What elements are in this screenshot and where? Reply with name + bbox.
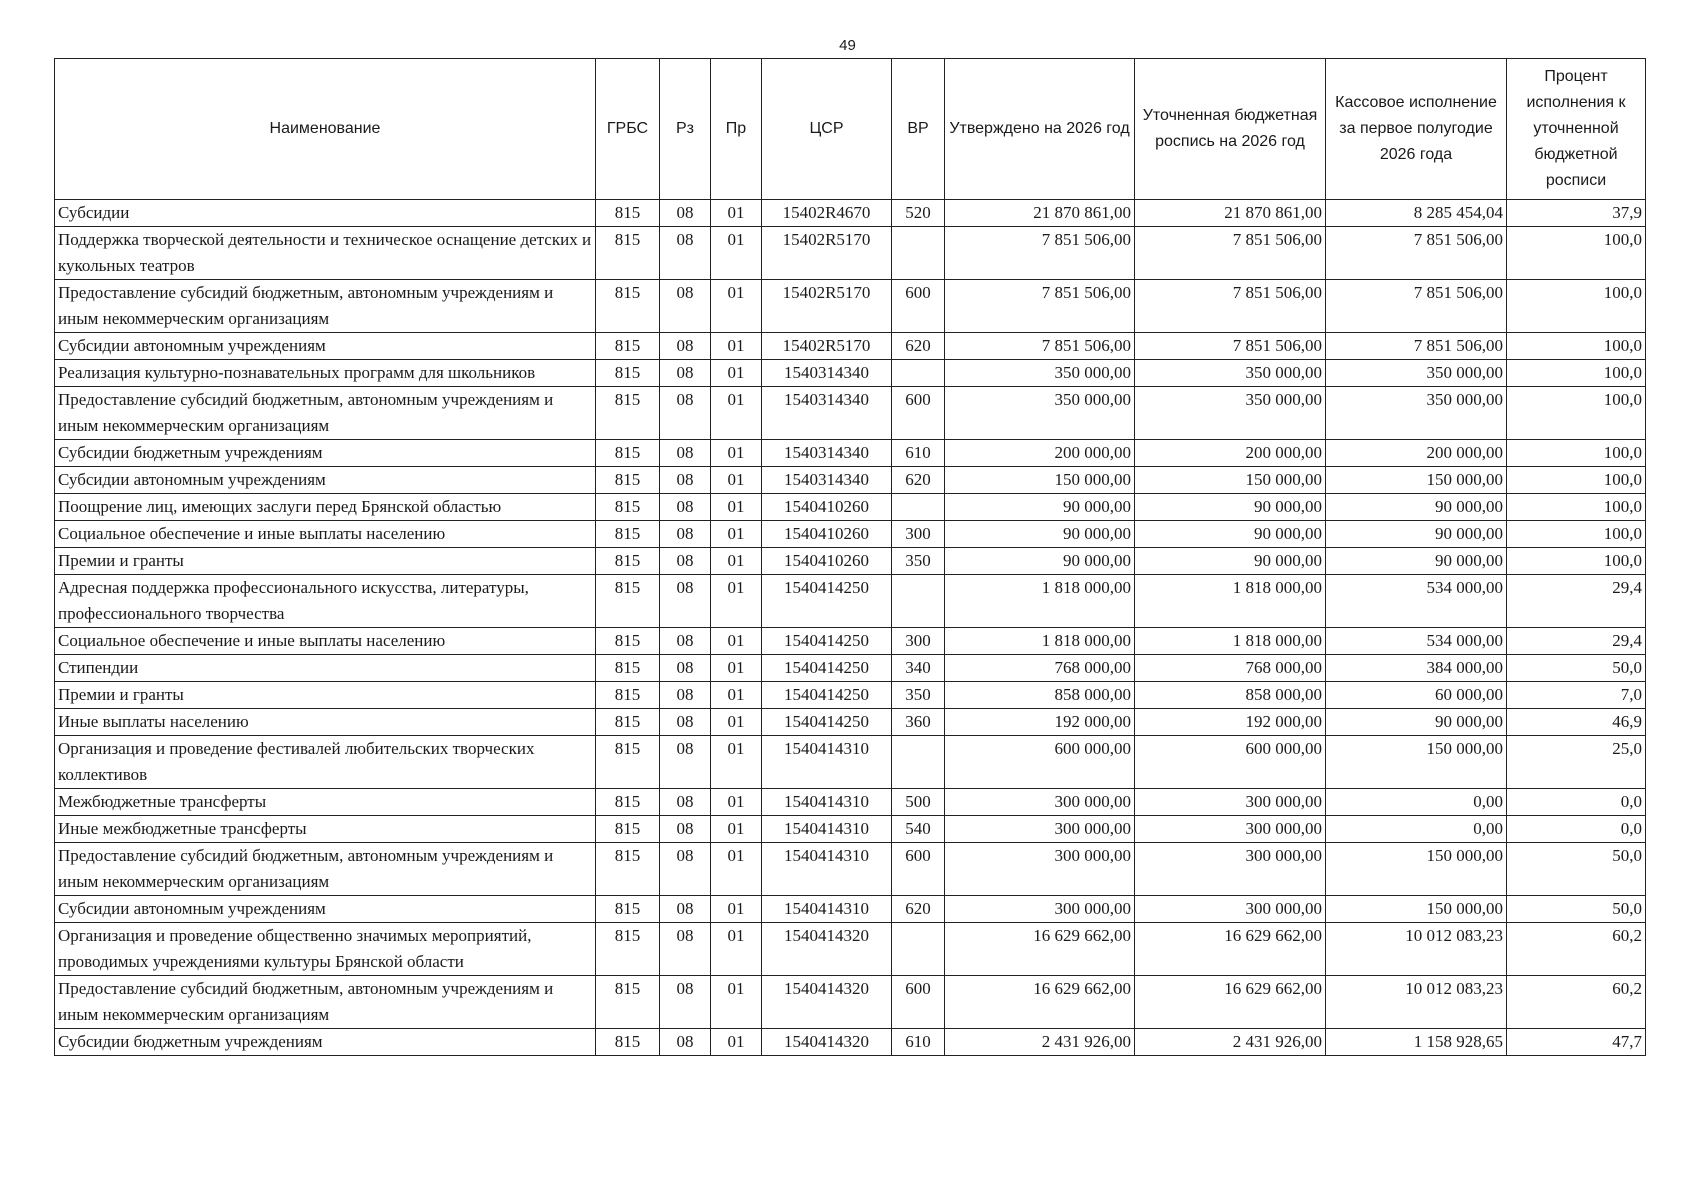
cell-cash: 7 851 506,00 [1326, 333, 1507, 360]
table-row [55, 843, 1646, 896]
header-refined: Уточненная бюджетная роспись на 2026 год [1135, 59, 1326, 200]
table-row [55, 709, 1646, 736]
cell-percent: 50,0 [1507, 843, 1646, 896]
cell-percent: 100,0 [1507, 467, 1646, 494]
table-body [55, 200, 1646, 1056]
cell-percent: 60,2 [1507, 923, 1646, 976]
cell-pr: 01 [711, 440, 762, 467]
cell-refined: 300 000,00 [1135, 789, 1326, 816]
cell-vr: 620 [892, 896, 945, 923]
cell-rz: 08 [660, 440, 711, 467]
header-csr: ЦСР [762, 59, 892, 200]
cell-rz: 08 [660, 789, 711, 816]
cell-name: Адресная поддержка профессионального искусства, литературы, профессионального творчества [55, 575, 596, 628]
cell-rz: 08 [660, 200, 711, 227]
cell-name: Социальное обеспечение и иные выплаты населению [55, 628, 596, 655]
cell-name: Организация и проведение фестивалей любительских творческих коллективов [55, 736, 596, 789]
table-row [55, 1029, 1646, 1056]
cell-refined: 858 000,00 [1135, 682, 1326, 709]
cell-refined: 350 000,00 [1135, 387, 1326, 440]
cell-refined: 350 000,00 [1135, 360, 1326, 387]
cell-rz: 08 [660, 387, 711, 440]
cell-name: Предоставление субсидий бюджетным, автономным учреждениям и иным некоммерческим организациям [55, 387, 596, 440]
cell-name: Премии и гранты [55, 548, 596, 575]
cell-vr [892, 360, 945, 387]
cell-refined: 90 000,00 [1135, 548, 1326, 575]
cell-approved: 300 000,00 [945, 896, 1135, 923]
cell-csr: 1540414310 [762, 736, 892, 789]
table-row [55, 333, 1646, 360]
cell-approved: 1 818 000,00 [945, 575, 1135, 628]
cell-approved: 858 000,00 [945, 682, 1135, 709]
cell-pr: 01 [711, 333, 762, 360]
cell-pr: 01 [711, 976, 762, 1029]
cell-refined: 90 000,00 [1135, 494, 1326, 521]
cell-pr: 01 [711, 521, 762, 548]
cell-refined: 768 000,00 [1135, 655, 1326, 682]
cell-csr: 1540414320 [762, 923, 892, 976]
cell-cash: 10 012 083,23 [1326, 923, 1507, 976]
cell-percent: 100,0 [1507, 280, 1646, 333]
cell-rz: 08 [660, 896, 711, 923]
cell-rz: 08 [660, 227, 711, 280]
cell-rz: 08 [660, 1029, 711, 1056]
cell-percent: 29,4 [1507, 628, 1646, 655]
cell-csr: 15402R4670 [762, 200, 892, 227]
cell-name: Межбюджетные трансферты [55, 789, 596, 816]
cell-pr: 01 [711, 280, 762, 333]
cell-rz: 08 [660, 521, 711, 548]
cell-pr: 01 [711, 843, 762, 896]
cell-cash: 10 012 083,23 [1326, 976, 1507, 1029]
cell-grbs: 815 [596, 387, 660, 440]
cell-approved: 90 000,00 [945, 521, 1135, 548]
cell-pr: 01 [711, 494, 762, 521]
cell-grbs: 815 [596, 923, 660, 976]
cell-approved: 1 818 000,00 [945, 628, 1135, 655]
cell-rz: 08 [660, 816, 711, 843]
cell-csr: 1540410260 [762, 548, 892, 575]
cell-refined: 300 000,00 [1135, 896, 1326, 923]
cell-rz: 08 [660, 494, 711, 521]
cell-percent: 25,0 [1507, 736, 1646, 789]
cell-rz: 08 [660, 655, 711, 682]
cell-grbs: 815 [596, 1029, 660, 1056]
header-rz: Рз [660, 59, 711, 200]
table-row [55, 360, 1646, 387]
cell-grbs: 815 [596, 789, 660, 816]
cell-csr: 1540414310 [762, 843, 892, 896]
cell-approved: 192 000,00 [945, 709, 1135, 736]
cell-percent: 100,0 [1507, 227, 1646, 280]
cell-approved: 16 629 662,00 [945, 976, 1135, 1029]
cell-percent: 100,0 [1507, 333, 1646, 360]
cell-refined: 16 629 662,00 [1135, 976, 1326, 1029]
cell-cash: 350 000,00 [1326, 387, 1507, 440]
cell-approved: 7 851 506,00 [945, 333, 1135, 360]
cell-pr: 01 [711, 200, 762, 227]
cell-csr: 1540414310 [762, 816, 892, 843]
cell-approved: 90 000,00 [945, 548, 1135, 575]
cell-pr: 01 [711, 548, 762, 575]
table-row [55, 494, 1646, 521]
table-row [55, 816, 1646, 843]
table-row [55, 548, 1646, 575]
cell-cash: 90 000,00 [1326, 494, 1507, 521]
cell-rz: 08 [660, 548, 711, 575]
cell-grbs: 815 [596, 227, 660, 280]
cell-cash: 90 000,00 [1326, 521, 1507, 548]
table-row [55, 280, 1646, 333]
cell-grbs: 815 [596, 896, 660, 923]
cell-pr: 01 [711, 896, 762, 923]
cell-rz: 08 [660, 923, 711, 976]
cell-csr: 1540314340 [762, 440, 892, 467]
cell-name: Субсидии бюджетным учреждениям [55, 1029, 596, 1056]
cell-approved: 768 000,00 [945, 655, 1135, 682]
cell-vr [892, 575, 945, 628]
cell-vr: 610 [892, 440, 945, 467]
page-number: 49 [839, 37, 856, 54]
cell-percent: 7,0 [1507, 682, 1646, 709]
cell-vr [892, 923, 945, 976]
cell-approved: 300 000,00 [945, 789, 1135, 816]
cell-approved: 7 851 506,00 [945, 280, 1135, 333]
cell-csr: 1540414250 [762, 575, 892, 628]
cell-grbs: 815 [596, 575, 660, 628]
cell-percent: 100,0 [1507, 440, 1646, 467]
cell-percent: 100,0 [1507, 360, 1646, 387]
cell-grbs: 815 [596, 843, 660, 896]
cell-rz: 08 [660, 280, 711, 333]
cell-cash: 384 000,00 [1326, 655, 1507, 682]
cell-rz: 08 [660, 843, 711, 896]
header-vr: ВР [892, 59, 945, 200]
cell-rz: 08 [660, 333, 711, 360]
cell-name: Иные межбюджетные трансферты [55, 816, 596, 843]
cell-csr: 1540414250 [762, 655, 892, 682]
cell-cash: 534 000,00 [1326, 628, 1507, 655]
cell-cash: 90 000,00 [1326, 709, 1507, 736]
cell-name: Иные выплаты населению [55, 709, 596, 736]
cell-pr: 01 [711, 387, 762, 440]
cell-percent: 60,2 [1507, 976, 1646, 1029]
cell-grbs: 815 [596, 467, 660, 494]
cell-refined: 300 000,00 [1135, 816, 1326, 843]
cell-approved: 300 000,00 [945, 816, 1135, 843]
cell-approved: 90 000,00 [945, 494, 1135, 521]
cell-vr [892, 736, 945, 789]
cell-name: Субсидии автономным учреждениям [55, 467, 596, 494]
cell-percent: 0,0 [1507, 816, 1646, 843]
cell-percent: 0,0 [1507, 789, 1646, 816]
cell-cash: 7 851 506,00 [1326, 227, 1507, 280]
budget-table [54, 58, 1646, 1056]
cell-cash: 150 000,00 [1326, 843, 1507, 896]
cell-cash: 0,00 [1326, 789, 1507, 816]
cell-approved: 600 000,00 [945, 736, 1135, 789]
cell-pr: 01 [711, 227, 762, 280]
cell-percent: 50,0 [1507, 655, 1646, 682]
cell-cash: 8 285 454,04 [1326, 200, 1507, 227]
table-row [55, 387, 1646, 440]
table-row [55, 521, 1646, 548]
cell-rz: 08 [660, 575, 711, 628]
cell-refined: 300 000,00 [1135, 843, 1326, 896]
cell-pr: 01 [711, 682, 762, 709]
cell-name: Стипендии [55, 655, 596, 682]
cell-cash: 150 000,00 [1326, 896, 1507, 923]
cell-grbs: 815 [596, 736, 660, 789]
cell-vr: 620 [892, 467, 945, 494]
cell-refined: 1 818 000,00 [1135, 575, 1326, 628]
cell-pr: 01 [711, 1029, 762, 1056]
cell-pr: 01 [711, 655, 762, 682]
cell-grbs: 815 [596, 655, 660, 682]
header-name: Наименование [55, 59, 596, 200]
cell-approved: 16 629 662,00 [945, 923, 1135, 976]
cell-csr: 1540414250 [762, 682, 892, 709]
cell-refined: 7 851 506,00 [1135, 333, 1326, 360]
cell-percent: 100,0 [1507, 494, 1646, 521]
table-row [55, 440, 1646, 467]
cell-grbs: 815 [596, 628, 660, 655]
header-approved: Утверждено на 2026 год [945, 59, 1135, 200]
cell-vr: 600 [892, 843, 945, 896]
cell-refined: 600 000,00 [1135, 736, 1326, 789]
cell-csr: 1540410260 [762, 494, 892, 521]
cell-percent: 100,0 [1507, 521, 1646, 548]
cell-refined: 21 870 861,00 [1135, 200, 1326, 227]
cell-cash: 0,00 [1326, 816, 1507, 843]
cell-name: Социальное обеспечение и иные выплаты населению [55, 521, 596, 548]
table-row [55, 200, 1646, 227]
cell-csr: 15402R5170 [762, 333, 892, 360]
cell-rz: 08 [660, 360, 711, 387]
cell-name: Поддержка творческой деятельности и техническое оснащение детских и кукольных театров [55, 227, 596, 280]
cell-name: Поощрение лиц, имеющих заслуги перед Брянской областью [55, 494, 596, 521]
table-row [55, 467, 1646, 494]
header-row [55, 59, 1646, 200]
table-header [55, 59, 1646, 200]
cell-vr: 300 [892, 628, 945, 655]
cell-grbs: 815 [596, 816, 660, 843]
header-percent: Процент исполнения к уточненной бюджетной росписи [1507, 59, 1646, 200]
cell-cash: 350 000,00 [1326, 360, 1507, 387]
cell-pr: 01 [711, 467, 762, 494]
cell-cash: 150 000,00 [1326, 467, 1507, 494]
cell-percent: 47,7 [1507, 1029, 1646, 1056]
header-grbs: ГРБС [596, 59, 660, 200]
cell-vr: 520 [892, 200, 945, 227]
cell-csr: 1540314340 [762, 387, 892, 440]
table-row [55, 976, 1646, 1029]
cell-pr: 01 [711, 628, 762, 655]
cell-percent: 46,9 [1507, 709, 1646, 736]
cell-approved: 350 000,00 [945, 360, 1135, 387]
cell-csr: 1540414250 [762, 628, 892, 655]
cell-cash: 534 000,00 [1326, 575, 1507, 628]
cell-cash: 90 000,00 [1326, 548, 1507, 575]
table-row [55, 575, 1646, 628]
cell-approved: 350 000,00 [945, 387, 1135, 440]
cell-refined: 7 851 506,00 [1135, 227, 1326, 280]
cell-refined: 16 629 662,00 [1135, 923, 1326, 976]
cell-grbs: 815 [596, 521, 660, 548]
cell-vr: 340 [892, 655, 945, 682]
cell-grbs: 815 [596, 360, 660, 387]
cell-csr: 1540414320 [762, 1029, 892, 1056]
cell-grbs: 815 [596, 280, 660, 333]
cell-cash: 7 851 506,00 [1326, 280, 1507, 333]
cell-vr: 610 [892, 1029, 945, 1056]
cell-pr: 01 [711, 816, 762, 843]
cell-grbs: 815 [596, 440, 660, 467]
cell-approved: 200 000,00 [945, 440, 1135, 467]
table-row [55, 628, 1646, 655]
cell-vr: 600 [892, 387, 945, 440]
cell-vr [892, 494, 945, 521]
cell-csr: 1540314340 [762, 467, 892, 494]
cell-grbs: 815 [596, 976, 660, 1029]
cell-pr: 01 [711, 923, 762, 976]
cell-percent: 100,0 [1507, 548, 1646, 575]
cell-vr: 360 [892, 709, 945, 736]
cell-grbs: 815 [596, 682, 660, 709]
cell-csr: 15402R5170 [762, 280, 892, 333]
cell-cash: 60 000,00 [1326, 682, 1507, 709]
table-row [55, 682, 1646, 709]
cell-name: Реализация культурно-познавательных программ для школьников [55, 360, 596, 387]
cell-csr: 1540410260 [762, 521, 892, 548]
cell-pr: 01 [711, 736, 762, 789]
table-row [55, 227, 1646, 280]
cell-percent: 100,0 [1507, 387, 1646, 440]
cell-rz: 08 [660, 682, 711, 709]
cell-approved: 150 000,00 [945, 467, 1135, 494]
cell-name: Организация и проведение общественно значимых мероприятий, проводимых учреждениями культуры Брянской области [55, 923, 596, 976]
cell-csr: 1540414310 [762, 789, 892, 816]
cell-rz: 08 [660, 976, 711, 1029]
cell-refined: 1 818 000,00 [1135, 628, 1326, 655]
table-row [55, 789, 1646, 816]
cell-vr: 600 [892, 280, 945, 333]
table-row [55, 896, 1646, 923]
cell-rz: 08 [660, 467, 711, 494]
cell-name: Предоставление субсидий бюджетным, автономным учреждениям и иным некоммерческим организациям [55, 280, 596, 333]
cell-approved: 300 000,00 [945, 843, 1135, 896]
cell-approved: 21 870 861,00 [945, 200, 1135, 227]
cell-grbs: 815 [596, 333, 660, 360]
header-pr: Пр [711, 59, 762, 200]
cell-rz: 08 [660, 736, 711, 789]
cell-rz: 08 [660, 709, 711, 736]
cell-csr: 15402R5170 [762, 227, 892, 280]
cell-refined: 150 000,00 [1135, 467, 1326, 494]
cell-cash: 1 158 928,65 [1326, 1029, 1507, 1056]
cell-name: Предоставление субсидий бюджетным, автономным учреждениям и иным некоммерческим организациям [55, 976, 596, 1029]
cell-approved: 7 851 506,00 [945, 227, 1135, 280]
cell-grbs: 815 [596, 548, 660, 575]
cell-vr: 350 [892, 682, 945, 709]
cell-csr: 1540414250 [762, 709, 892, 736]
cell-vr: 540 [892, 816, 945, 843]
cell-vr: 350 [892, 548, 945, 575]
cell-vr [892, 227, 945, 280]
cell-refined: 192 000,00 [1135, 709, 1326, 736]
cell-csr: 1540414320 [762, 976, 892, 1029]
cell-percent: 37,9 [1507, 200, 1646, 227]
cell-approved: 2 431 926,00 [945, 1029, 1135, 1056]
cell-name: Субсидии автономным учреждениям [55, 896, 596, 923]
cell-percent: 29,4 [1507, 575, 1646, 628]
cell-refined: 2 431 926,00 [1135, 1029, 1326, 1056]
cell-refined: 200 000,00 [1135, 440, 1326, 467]
table-row [55, 923, 1646, 976]
cell-pr: 01 [711, 360, 762, 387]
cell-pr: 01 [711, 575, 762, 628]
cell-csr: 1540414310 [762, 896, 892, 923]
cell-vr: 620 [892, 333, 945, 360]
cell-vr: 300 [892, 521, 945, 548]
cell-name: Субсидии [55, 200, 596, 227]
cell-grbs: 815 [596, 200, 660, 227]
cell-rz: 08 [660, 628, 711, 655]
cell-name: Субсидии бюджетным учреждениям [55, 440, 596, 467]
cell-cash: 150 000,00 [1326, 736, 1507, 789]
cell-refined: 7 851 506,00 [1135, 280, 1326, 333]
header-cash: Кассовое исполнение за первое полугодие 2026 года [1326, 59, 1507, 200]
cell-vr: 500 [892, 789, 945, 816]
cell-grbs: 815 [596, 494, 660, 521]
cell-percent: 50,0 [1507, 896, 1646, 923]
cell-refined: 90 000,00 [1135, 521, 1326, 548]
cell-pr: 01 [711, 709, 762, 736]
table-row [55, 736, 1646, 789]
cell-grbs: 815 [596, 709, 660, 736]
cell-name: Предоставление субсидий бюджетным, автономным учреждениям и иным некоммерческим организациям [55, 843, 596, 896]
cell-name: Премии и гранты [55, 682, 596, 709]
cell-csr: 1540314340 [762, 360, 892, 387]
cell-pr: 01 [711, 789, 762, 816]
cell-name: Субсидии автономным учреждениям [55, 333, 596, 360]
table-row [55, 655, 1646, 682]
cell-cash: 200 000,00 [1326, 440, 1507, 467]
cell-vr: 600 [892, 976, 945, 1029]
